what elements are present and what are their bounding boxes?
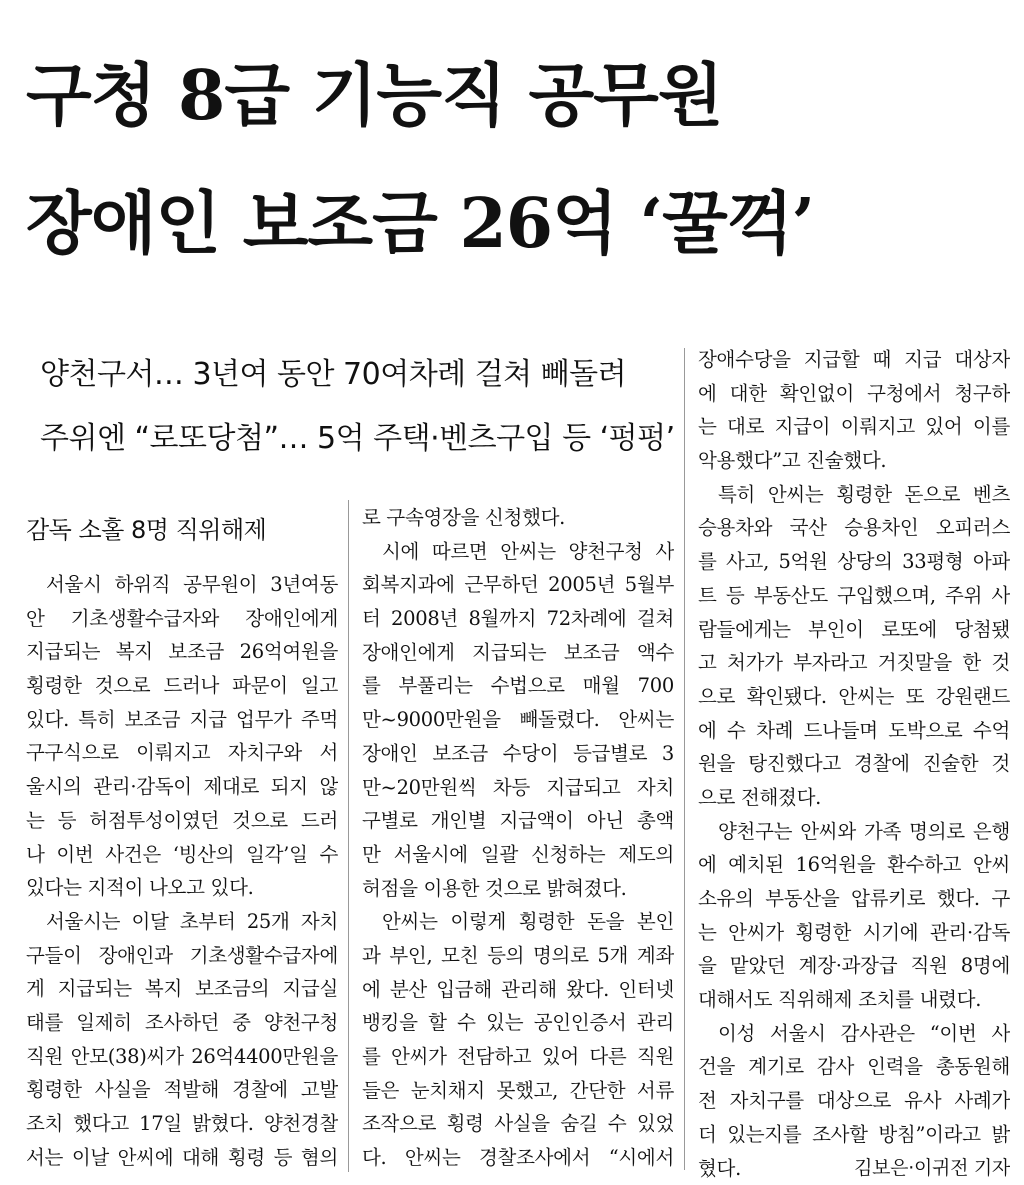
subhead-1: 양천구서… 3년여 동안 70여차례 걸쳐 빼돌려	[40, 360, 626, 390]
article-line: 고 처가가 부자라고 거짓말을 한 것	[698, 646, 1010, 680]
article-line: 으로 확인됐다. 안씨는 또 강원랜드	[698, 680, 1010, 714]
section-heading: 감독 소홀 8명 직위해제	[26, 518, 266, 542]
article-line: 트 등 부동산도 구입했으며, 주위 사	[698, 579, 1010, 613]
article-line: 구별로 개인별 지급액이 아닌 총액	[362, 804, 674, 838]
article-line: 장애수당을 지급할 때 지급 대상자	[698, 343, 1010, 377]
article-line: 승용차와 국산 승용차인 오피러스	[698, 511, 1010, 545]
article-line: 서는 이날 안씨에 대해 횡령 등 혐의	[26, 1141, 338, 1175]
article-line: 람들에게는 부인이 로또에 당첨됐	[698, 613, 1010, 647]
article-line: 원을 탕진했다고 경찰에 진술한 것	[698, 747, 1010, 781]
article-line: 양천구는 안씨와 가족 명의로 은행	[698, 815, 1010, 849]
article-line: 악용했다”고 진술했다.	[698, 444, 1010, 478]
article-line: 지급되는 복지 보조금 26억여원을	[26, 635, 338, 669]
article-line: 는 안씨가 횡령한 시기에 관리·감독	[698, 916, 1010, 950]
article-line: 횡령한 사실을 적발해 경찰에 고발	[26, 1073, 338, 1107]
article-line: 로 구속영장을 신청했다.	[362, 501, 674, 535]
article-line: 다. 안씨는 경찰조사에서 “시에서	[362, 1141, 674, 1175]
article-line: 구들이 장애인과 기초생활수급자에	[26, 939, 338, 973]
article-line: 대해서도 직위해제 조치를 내렸다.	[698, 983, 1010, 1017]
article-line: 나 이번 사건은 ‘빙산의 일각’일 수	[26, 838, 338, 872]
article-line: 회복지과에 근무하던 2005년 5월부	[362, 568, 674, 602]
article-line: 건을 계기로 감사 인력을 총동원해	[698, 1050, 1010, 1084]
article-line: 전 자치구를 대상으로 유사 사례가	[698, 1084, 1010, 1118]
article-line: 장애인에게 지급되는 보조금 액수	[362, 636, 674, 670]
article-line: 울시의 관리·감독이 제대로 되지 않	[26, 770, 338, 804]
article-line: 시에 따르면 안씨는 양천구청 사	[362, 535, 674, 569]
article-line: 있다는 지적이 나오고 있다.	[26, 871, 338, 905]
article-line: 안씨는 이렇게 횡령한 돈을 본인	[362, 905, 674, 939]
article-line: 과 부인, 모친 등의 명의로 5개 계좌	[362, 939, 674, 973]
article-line: 만~20만원씩 차등 지급되고 자치	[362, 771, 674, 805]
article-line: 태를 일제히 조사하던 중 양천구청	[26, 1006, 338, 1040]
article-line: 게 지급되는 복지 보조금의 지급실	[26, 972, 338, 1006]
column-divider-2	[684, 348, 685, 1170]
article-line: 안 기초생활수급자와 장애인에게	[26, 602, 338, 636]
article-line: 구구식으로 이뤄지고 자치구와 서	[26, 736, 338, 770]
subhead-2: 주위엔 “로또당첨”… 5억 주택·벤츠구입 등 ‘펑펑’	[40, 424, 675, 454]
article-line: 서울시는 이달 초부터 25개 자치	[26, 905, 338, 939]
article-line: 에 예치된 16억원을 환수하고 안씨	[698, 848, 1010, 882]
article-column-3	[698, 343, 1010, 1185]
article-line: 허점을 이용한 것으로 밝혀졌다.	[362, 872, 674, 906]
article-line: 는 등 허점투성이였던 것으로 드러	[26, 804, 338, 838]
article-line: 장애인 보조금 수당이 등급별로 3	[362, 737, 674, 771]
article-last-line	[698, 1152, 1010, 1185]
article-line: 터 2008년 8월까지 72차례에 걸쳐	[362, 602, 674, 636]
article-line: 뱅킹을 할 수 있는 공인인증서 관리	[362, 1006, 674, 1040]
headline-line-1: 구청 8급 기능직 공무원	[26, 62, 723, 130]
column-divider-1	[348, 500, 349, 1172]
article-line: 들은 눈치채지 못했고, 간단한 서류	[362, 1074, 674, 1108]
article-line: 에 수 차례 드나들며 도박으로 수억	[698, 714, 1010, 748]
article-line: 이성 서울시 감사관은 “이번 사	[698, 1017, 1010, 1051]
article-line: 있다. 특히 보조금 지급 업무가 주먹	[26, 703, 338, 737]
article-line: 를 부풀리는 수법으로 매월 700	[362, 669, 674, 703]
headline-line-2: 장애인 보조금 26억 ‘꿀꺽’	[26, 190, 814, 258]
article-line: 서울시 하위직 공무원이 3년여동	[26, 568, 338, 602]
article-line: 를 안씨가 전담하고 있어 다른 직원	[362, 1040, 674, 1074]
article-column-2	[362, 501, 674, 1175]
article-line: 횡령한 것으로 드러나 파문이 일고	[26, 669, 338, 703]
article-line: 에 대한 확인없이 구청에서 청구하	[698, 377, 1010, 411]
byline: 김보은·이귀전 기자	[854, 1152, 1010, 1185]
article-line: 를 사고, 5억원 상당의 33평형 아파	[698, 545, 1010, 579]
article-line: 더 있는지를 조사할 방침”이라고 밝	[698, 1118, 1010, 1152]
article-line-end: 혔다.	[698, 1157, 741, 1180]
article-line: 조작으로 횡령 사실을 숨길 수 있었	[362, 1107, 674, 1141]
article-line: 직원 안모(38)씨가 26억4400만원을	[26, 1040, 338, 1074]
article-line: 특히 안씨는 횡령한 돈으로 벤츠	[698, 478, 1010, 512]
article-line: 조치 했다고 17일 밝혔다. 양천경찰	[26, 1107, 338, 1141]
article-line: 는 대로 지급이 이뤄지고 있어 이를	[698, 410, 1010, 444]
article-line: 만 서울시에 일괄 신청하는 제도의	[362, 838, 674, 872]
article-line: 을 맡았던 계장·과장급 직원 8명에	[698, 949, 1010, 983]
article-line: 소유의 부동산을 압류키로 했다. 구	[698, 882, 1010, 916]
article-line: 에 분산 입금해 관리해 왔다. 인터넷	[362, 973, 674, 1007]
article-column-1	[26, 568, 338, 1174]
article-line: 만~9000만원을 빼돌렸다. 안씨는	[362, 703, 674, 737]
article-line: 으로 전해졌다.	[698, 781, 1010, 815]
